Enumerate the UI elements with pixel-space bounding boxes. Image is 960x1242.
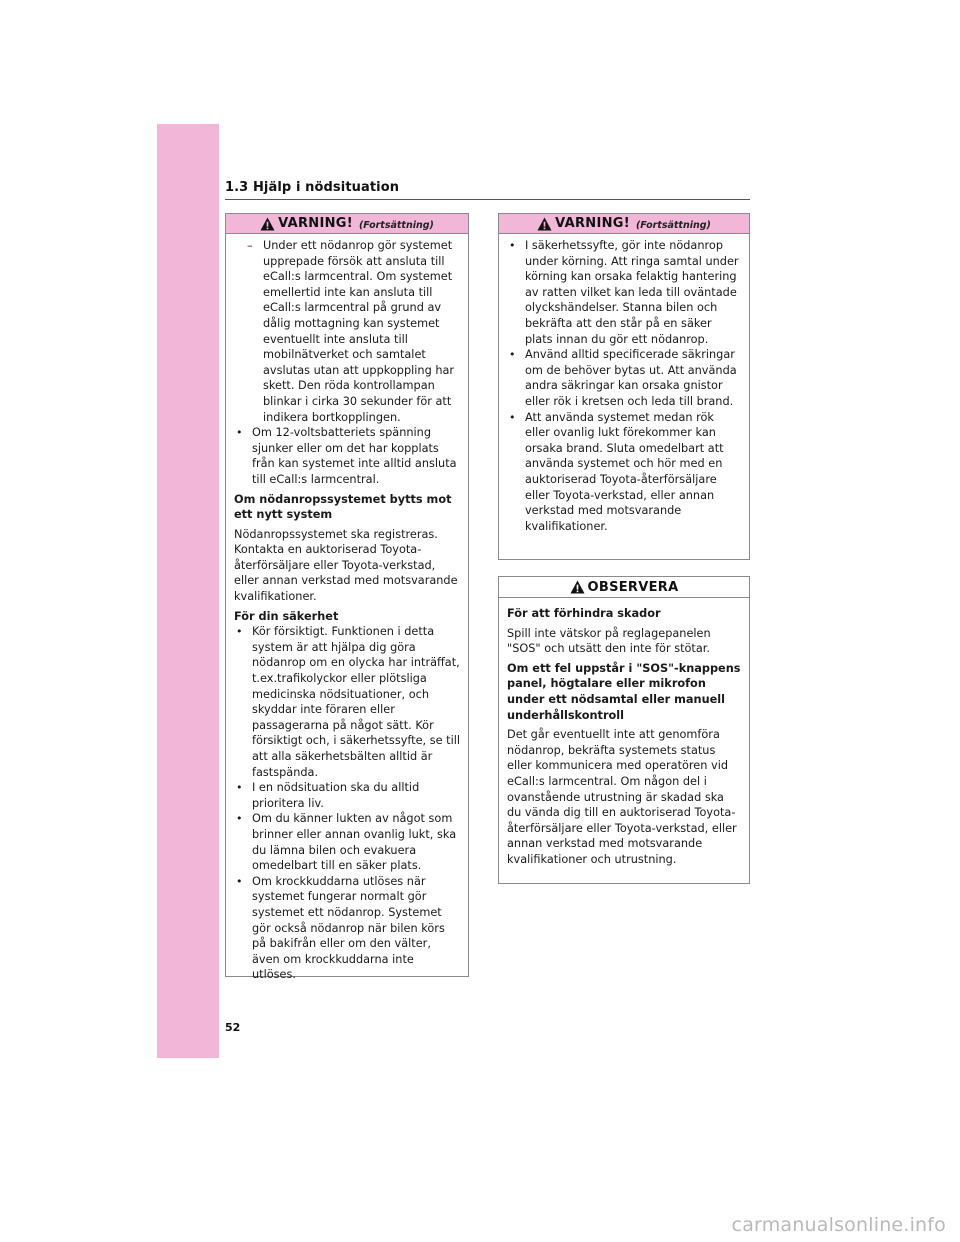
heading-replace-system: Om nödanropssystemet bytts mot ett nytt system — [234, 492, 452, 522]
warning-header — [226, 214, 468, 234]
paragraph-prevent-damage: Spill inte vätskor på reglagepanelen "SOS" och utsätt den inte för stötar. — [507, 626, 711, 656]
bullet-marker: • — [236, 625, 243, 639]
list-item: – Under ett nödanrop gör systemet upprepade försök att ansluta till eCall:s larmcentral. Om systemet emellertid inte kan ansluta till eCall:s larmcentral på grund av dålig mottagning kan systemet eventuellt inte ansluta till mobilnätverket och samtalet avslutas utan att uppkoppling har skett. Den röda kontrollampan blinkar i cirka 30 sekunder för att indikera bortkopplingen. — [247, 239, 455, 424]
warning-box-right — [498, 213, 750, 560]
bullet-marker: • — [509, 348, 516, 362]
list-item: • Att använda systemet medan rök eller ovanlig lukt förekommer kan orsaka brand. Sluta omedelbart att använda systemet och hör med en auktoriserad Toyota-återförsäljare eller Toyota-verkstad, eller annan verkstad med motsvarande kvalifikationer. — [509, 410, 724, 533]
list-item: • Kör försiktigt. Funktionen i detta system är att hjälpa dig göra nödanrop om en olycka har inträffat, t.ex.trafikolyckor eller plötsliga medicinska nödsituationer, och skyddar inte föraren eller passagerarna på något sätt. Kör försiktigt och, i säkerhetssyfte, se till att alla säkerhetsbälten alltid är fastspända. — [236, 625, 461, 779]
notice-body — [499, 598, 749, 874]
notice-label: OBSERVERA — [587, 579, 679, 595]
bullet-marker: • — [509, 239, 516, 252]
heading-fault: Om ett fel uppstår i "SOS"-knappens panel, högtalare eller mikrofon under ett nödsamtal eller manuell underhållskontroll — [507, 661, 741, 722]
warning-continued: (Fortsättning) — [635, 219, 711, 231]
notice-header — [499, 577, 749, 598]
bullet-marker: • — [236, 874, 243, 888]
caution-triangle-icon — [570, 580, 585, 594]
warning-label: VARNING! — [278, 216, 353, 231]
heading-safety: För din säkerhet — [234, 609, 339, 623]
warning-label: VARNING! — [555, 216, 630, 231]
warning-body — [499, 234, 749, 540]
list-item: • Om 12-voltsbatteriets spänning sjunker eller om det har kopplats från kan systemet inte alltid ansluta till eCall:s larmcentral. — [236, 426, 457, 486]
list-item: • I säkerhetssyfte, gör inte nödanrop under körning. Att ringa samtal under körning kan orsaka felaktig hantering av ratten vilket kan leda till oväntade olyckshändelser. Stanna bilen och bekräfta att den står på en säker plats innan du gör ett nödanrop. — [509, 239, 739, 346]
warning-header — [499, 214, 749, 234]
list-item: • Använd alltid specificerade säkringar om de behöver bytas ut. Att använda andra säkringar kan orsaka gnistor eller rök i kretsen och leda till brand. — [509, 348, 737, 408]
section-title: 1.3 Hjälp i nödsituation — [225, 180, 750, 200]
chapter-color-strip — [157, 124, 219, 1058]
list-item: • Om du känner lukten av något som brinner eller annan ovanlig lukt, ska du lämna bilen och evakuera omedelbart till en säker plats. — [236, 812, 457, 873]
list-item: • Om krockkuddarna utlöses när systemet fungerar normalt gör systemet ett nödanrop. Systemet gör också nödanrop när bilen körs på bakifrån eller om den välter, även om krockkuddarna inte utlöses. — [236, 874, 445, 982]
notice-box — [498, 576, 750, 884]
bullet-marker: • — [236, 812, 243, 826]
warning-box-left — [225, 213, 469, 982]
bullet-marker: • — [236, 781, 243, 795]
warning-triangle-icon — [260, 217, 275, 231]
paragraph-replace-system: Nödanropssystemet ska registreras. Kontakta en auktoriserad Toyota-återförsäljare eller Toyota-verkstad, eller annan verkstad med motsvarande kvalifikationer. — [234, 527, 458, 604]
list-item: • I en nödsituation ska du alltid prioritera liv. — [236, 781, 420, 810]
bullet-marker: • — [509, 410, 516, 424]
warning-triangle-icon — [537, 217, 552, 231]
bullet-marker: • — [236, 426, 243, 440]
warning-body — [226, 234, 468, 989]
page-number: 52 — [225, 1021, 241, 1034]
watermark: carmanualsonline.info — [731, 1214, 946, 1236]
heading-prevent-damage: För att förhindra skador — [507, 607, 661, 620]
dash-marker: – — [247, 239, 253, 252]
paragraph-fault: Det går eventuellt inte att genomföra nödanrop, bekräfta systemets status eller kommunicera med operatören vid eCall:s larmcentral. Om någon del i ovanstående utrustning är skadad ska du vända dig till en auktoriserad Toyota-återförsäljare eller Toyota-verkstad, eller annan verkstad med motsvarande kvalifikationer och utrustning. — [507, 728, 737, 866]
warning-continued: (Fortsättning) — [358, 219, 434, 231]
